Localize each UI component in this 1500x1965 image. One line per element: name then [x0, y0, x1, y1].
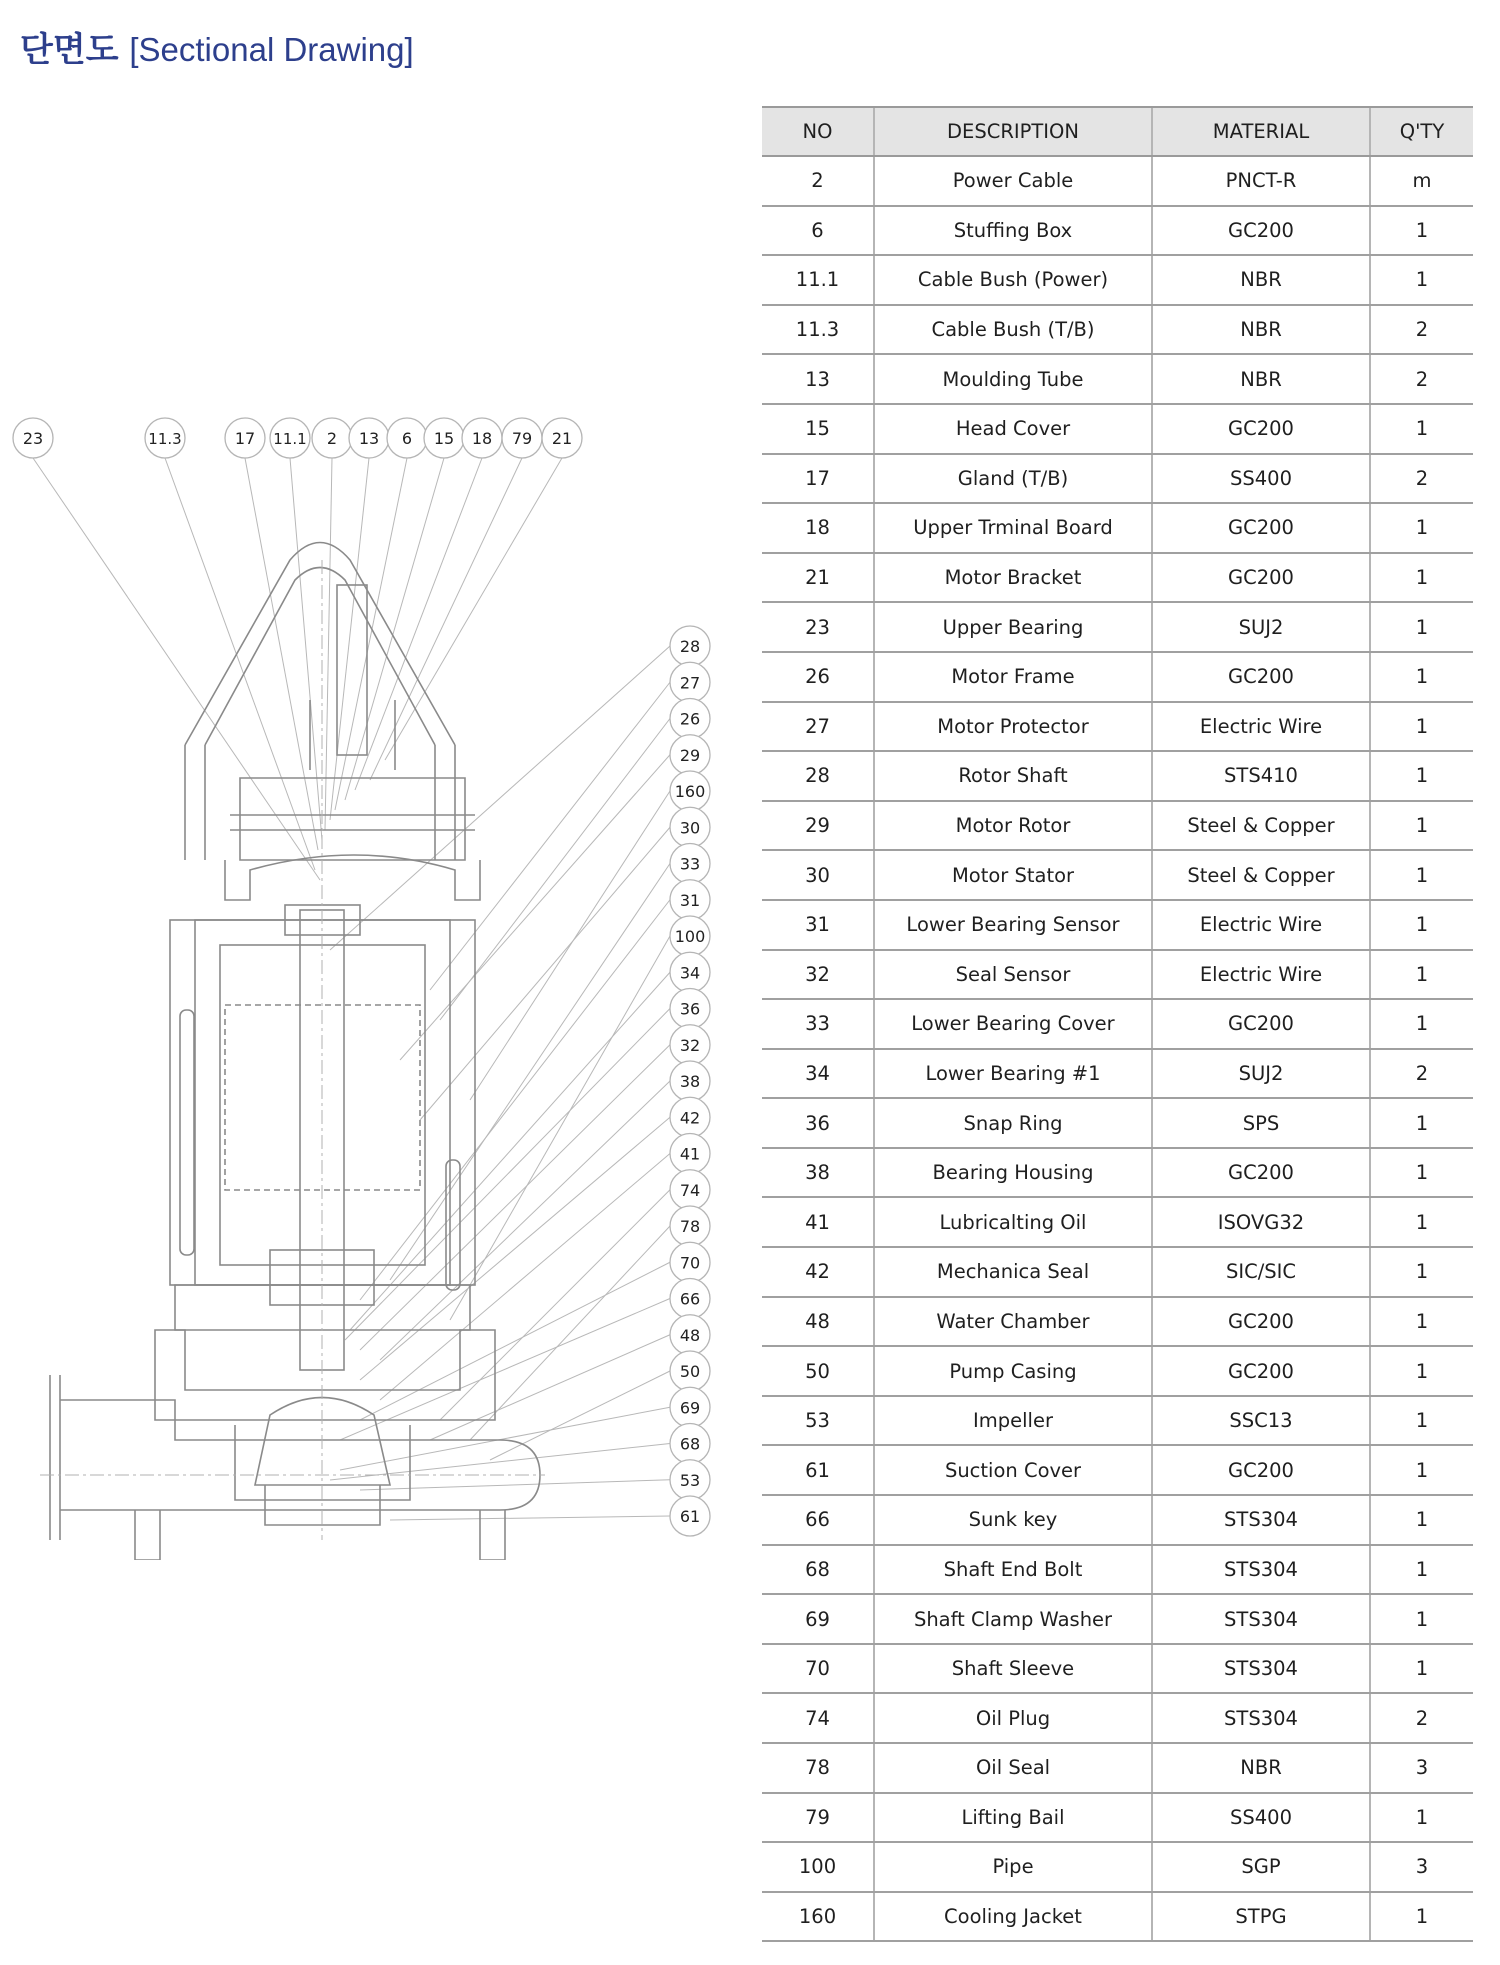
part-material: PNCT-R	[1152, 156, 1370, 206]
leader-line	[385, 458, 562, 760]
part-material: STS304	[1152, 1495, 1370, 1545]
callout-label: 41	[679, 1144, 701, 1164]
callout-label: 27	[679, 673, 701, 693]
callout-label: 36	[679, 999, 701, 1019]
part-description: Lower Bearing #1	[874, 1049, 1152, 1099]
table-row	[762, 652, 1473, 702]
header-qty: Q'TY	[1370, 107, 1473, 156]
part-number: 66	[762, 1495, 874, 1545]
callout-label: 68	[679, 1434, 701, 1454]
leader-line	[245, 458, 318, 850]
part-number: 74	[762, 1693, 874, 1743]
part-quantity: 1	[1370, 900, 1473, 950]
callout-label: 29	[679, 745, 701, 765]
part-quantity: 1	[1370, 1445, 1473, 1495]
part-material: SIC/SIC	[1152, 1247, 1370, 1297]
leader-line	[470, 791, 670, 1100]
leader-line	[340, 1299, 670, 1441]
part-number: 100	[762, 1842, 874, 1892]
part-number: 2	[762, 156, 874, 206]
part-description: Power Cable	[874, 156, 1152, 206]
part-number: 53	[762, 1396, 874, 1446]
table-row	[762, 1148, 1473, 1198]
part-description: Oil Seal	[874, 1743, 1152, 1793]
part-description: Motor Rotor	[874, 801, 1152, 851]
part-description: Rotor Shaft	[874, 751, 1152, 801]
part-material: Electric Wire	[1152, 900, 1370, 950]
part-material: GC200	[1152, 404, 1370, 454]
part-description: Motor Protector	[874, 702, 1152, 752]
table-row	[762, 999, 1473, 1049]
callout-top	[387, 418, 427, 458]
leader-line	[330, 646, 670, 950]
part-number: 13	[762, 354, 874, 404]
leader-lines	[33, 458, 670, 1520]
part-number: 34	[762, 1049, 874, 1099]
leader-line	[33, 458, 320, 880]
part-description: Upper Bearing	[874, 602, 1152, 652]
part-material: NBR	[1152, 305, 1370, 355]
callout-right	[670, 662, 710, 702]
table-row	[762, 850, 1473, 900]
leader-line	[360, 1045, 670, 1350]
part-material: GC200	[1152, 652, 1370, 702]
leader-line	[355, 458, 482, 790]
part-description: Suction Cover	[874, 1445, 1152, 1495]
callout-right	[670, 1460, 710, 1500]
leader-line	[430, 1335, 670, 1440]
part-description: Shaft Sleeve	[874, 1644, 1152, 1694]
callout-right	[670, 880, 710, 920]
callout-top	[502, 418, 542, 458]
parts-table-body	[762, 156, 1473, 1941]
part-description: Moulding Tube	[874, 354, 1152, 404]
part-description: Head Cover	[874, 404, 1152, 454]
callout-top	[462, 418, 502, 458]
part-description: Upper Trminal Board	[874, 503, 1152, 553]
part-quantity: 1	[1370, 255, 1473, 305]
part-material: GC200	[1152, 206, 1370, 256]
part-number: 15	[762, 404, 874, 454]
table-row	[762, 1594, 1473, 1644]
callout-label: 2	[326, 429, 338, 448]
callout-label: 66	[679, 1289, 701, 1309]
table-row	[762, 1743, 1473, 1793]
callout-top	[312, 418, 352, 458]
callout-right	[670, 1315, 710, 1355]
callout-top	[424, 418, 464, 458]
part-description: Stuffing Box	[874, 206, 1152, 256]
part-number: 21	[762, 553, 874, 603]
table-row	[762, 1892, 1473, 1942]
leader-line	[430, 682, 670, 990]
part-number: 11.3	[762, 305, 874, 355]
table-row	[762, 1693, 1473, 1743]
part-material: ISOVG32	[1152, 1197, 1370, 1247]
callout-top	[270, 418, 310, 458]
callout-right	[670, 1134, 710, 1174]
callout-label: 15	[433, 429, 455, 448]
part-number: 38	[762, 1148, 874, 1198]
part-quantity: 1	[1370, 206, 1473, 256]
part-description: Water Chamber	[874, 1297, 1152, 1347]
part-quantity: 1	[1370, 1495, 1473, 1545]
callout-label: 160	[674, 782, 706, 801]
part-material: Electric Wire	[1152, 702, 1370, 752]
part-description: Bearing Housing	[874, 1148, 1152, 1198]
part-description: Impeller	[874, 1396, 1152, 1446]
part-quantity: 1	[1370, 652, 1473, 702]
part-quantity: 1	[1370, 1297, 1473, 1347]
callout-top	[542, 418, 582, 458]
part-description: Gland (T/B)	[874, 454, 1152, 504]
leader-line	[340, 1407, 670, 1470]
part-quantity: 1	[1370, 1892, 1473, 1942]
callout-label: 61	[679, 1507, 701, 1526]
callout-top	[145, 418, 185, 458]
table-row	[762, 1445, 1473, 1495]
callout-label: 30	[679, 818, 701, 838]
callout-top	[225, 418, 265, 458]
part-quantity: 1	[1370, 1396, 1473, 1446]
part-material: NBR	[1152, 354, 1370, 404]
part-quantity: 1	[1370, 1346, 1473, 1396]
callout-label: 32	[679, 1035, 701, 1055]
part-number: 18	[762, 503, 874, 553]
table-row	[762, 305, 1473, 355]
part-quantity: 2	[1370, 305, 1473, 355]
callouts-top	[13, 418, 582, 458]
leader-line	[345, 1009, 670, 1341]
table-row	[762, 1396, 1473, 1446]
part-number: 36	[762, 1098, 874, 1148]
part-quantity: 2	[1370, 1693, 1473, 1743]
callout-label: 13	[358, 429, 380, 448]
header-no: NO	[762, 107, 874, 156]
callout-right	[670, 771, 710, 811]
part-number: 32	[762, 950, 874, 1000]
leader-line	[335, 458, 407, 810]
callout-label: 28	[679, 637, 701, 656]
leader-line	[450, 936, 670, 1320]
part-quantity: 1	[1370, 503, 1473, 553]
callout-label: 23	[22, 429, 44, 448]
callout-label: 48	[679, 1325, 701, 1345]
part-number: 70	[762, 1644, 874, 1694]
part-material: STS304	[1152, 1594, 1370, 1644]
part-material: GC200	[1152, 1148, 1370, 1198]
center-line	[40, 560, 545, 1540]
leader-line	[470, 1226, 670, 1440]
part-material: NBR	[1152, 255, 1370, 305]
part-quantity: 1	[1370, 602, 1473, 652]
part-number: 78	[762, 1743, 874, 1793]
part-number: 29	[762, 801, 874, 851]
part-description: Pipe	[874, 1842, 1152, 1892]
callout-label: 38	[679, 1072, 701, 1091]
part-number: 41	[762, 1197, 874, 1247]
part-description: Lifting Bail	[874, 1793, 1152, 1843]
part-description: Lower Bearing Sensor	[874, 900, 1152, 950]
part-material: Electric Wire	[1152, 950, 1370, 1000]
part-description: Motor Bracket	[874, 553, 1152, 603]
part-quantity: 1	[1370, 801, 1473, 851]
table-row	[762, 602, 1473, 652]
table-row	[762, 1197, 1473, 1247]
callout-right	[670, 1242, 710, 1282]
callouts-right	[670, 626, 710, 1536]
part-description: Pump Casing	[874, 1346, 1152, 1396]
part-material: STS304	[1152, 1644, 1370, 1694]
callout-right	[670, 1170, 710, 1210]
callout-right	[670, 1025, 710, 1065]
leader-line	[360, 1480, 670, 1490]
callout-label: 50	[679, 1362, 701, 1381]
callout-label: 17	[234, 429, 256, 448]
leader-line	[390, 1516, 670, 1520]
part-number: 42	[762, 1247, 874, 1297]
part-quantity: 1	[1370, 1594, 1473, 1644]
pump-outline	[50, 543, 540, 1561]
part-material: GC200	[1152, 503, 1370, 553]
part-quantity: 1	[1370, 1644, 1473, 1694]
part-number: 33	[762, 999, 874, 1049]
table-row	[762, 751, 1473, 801]
callout-right	[670, 1061, 710, 1101]
header-material: MATERIAL	[1152, 107, 1370, 156]
table-row	[762, 1545, 1473, 1595]
part-quantity: 1	[1370, 751, 1473, 801]
callout-right	[670, 699, 710, 739]
part-number: 27	[762, 702, 874, 752]
callout-label: 42	[679, 1108, 701, 1128]
table-row	[762, 354, 1473, 404]
part-material: GC200	[1152, 1445, 1370, 1495]
callout-label: 6	[401, 429, 413, 448]
part-material: GC200	[1152, 1346, 1370, 1396]
part-material: SS400	[1152, 454, 1370, 504]
callout-right	[670, 1206, 710, 1246]
part-quantity: 1	[1370, 850, 1473, 900]
part-number: 28	[762, 751, 874, 801]
leader-line	[360, 900, 670, 1300]
table-row	[762, 1793, 1473, 1843]
part-material: SSC13	[1152, 1396, 1370, 1446]
table-row	[762, 900, 1473, 950]
part-quantity: 1	[1370, 404, 1473, 454]
table-row	[762, 1098, 1473, 1148]
callout-label: 74	[679, 1180, 701, 1200]
part-quantity: 1	[1370, 1793, 1473, 1843]
part-material: GC200	[1152, 999, 1370, 1049]
callout-label: 26	[679, 709, 701, 729]
callout-label: 34	[679, 963, 701, 983]
part-description: Motor Frame	[874, 652, 1152, 702]
page-title	[20, 22, 414, 71]
table-row	[762, 1297, 1473, 1347]
part-material: STS304	[1152, 1693, 1370, 1743]
table-row	[762, 950, 1473, 1000]
leader-line	[325, 458, 332, 830]
part-number: 69	[762, 1594, 874, 1644]
part-description: Cable Bush (Power)	[874, 255, 1152, 305]
callout-label: 31	[679, 890, 701, 910]
part-material: SGP	[1152, 1842, 1370, 1892]
title-english: [Sectional Drawing]	[129, 31, 414, 68]
part-material: STS304	[1152, 1545, 1370, 1595]
table-row	[762, 553, 1473, 603]
table-row	[762, 255, 1473, 305]
leader-line	[380, 1154, 670, 1401]
part-quantity: 3	[1370, 1743, 1473, 1793]
part-number: 61	[762, 1445, 874, 1495]
part-quantity: 1	[1370, 1247, 1473, 1297]
part-description: Sunk key	[874, 1495, 1152, 1545]
part-description: Snap Ring	[874, 1098, 1152, 1148]
part-quantity: 1	[1370, 950, 1473, 1000]
callout-right	[670, 1351, 710, 1391]
leader-line	[400, 755, 670, 1060]
part-number: 6	[762, 206, 874, 256]
part-quantity: 1	[1370, 1545, 1473, 1595]
callout-label: 53	[679, 1470, 701, 1490]
callout-right	[670, 807, 710, 847]
callout-label: 33	[679, 854, 701, 874]
part-number: 48	[762, 1297, 874, 1347]
part-material: SUJ2	[1152, 1049, 1370, 1099]
header-description: DESCRIPTION	[874, 107, 1152, 156]
table-row	[762, 702, 1473, 752]
part-material: STS410	[1152, 751, 1370, 801]
part-number: 23	[762, 602, 874, 652]
table-row	[762, 1644, 1473, 1694]
callout-right	[670, 1097, 710, 1137]
part-description: Lower Bearing Cover	[874, 999, 1152, 1049]
part-quantity: 1	[1370, 1098, 1473, 1148]
part-quantity: 1	[1370, 1197, 1473, 1247]
leader-line	[370, 458, 522, 780]
part-description: Cooling Jacket	[874, 1892, 1152, 1942]
part-number: 79	[762, 1793, 874, 1843]
leader-line	[390, 864, 670, 1281]
callout-right	[670, 1424, 710, 1464]
part-description: Seal Sensor	[874, 950, 1152, 1000]
part-number: 68	[762, 1545, 874, 1595]
callout-right	[670, 1279, 710, 1319]
callout-label: 18	[471, 429, 493, 448]
table-row	[762, 1842, 1473, 1892]
part-number: 30	[762, 850, 874, 900]
part-quantity: 2	[1370, 1049, 1473, 1099]
callout-right	[670, 989, 710, 1029]
callout-label: 78	[679, 1217, 701, 1236]
callout-label: 21	[551, 429, 573, 448]
callout-top	[349, 418, 389, 458]
callout-right	[670, 626, 710, 666]
part-material: STPG	[1152, 1892, 1370, 1942]
leader-line	[330, 458, 369, 820]
leader-line	[290, 458, 322, 840]
part-material: SS400	[1152, 1793, 1370, 1843]
part-material: NBR	[1152, 1743, 1370, 1793]
callout-label: 69	[679, 1398, 701, 1418]
table-header-row	[762, 107, 1473, 156]
part-description: Cable Bush (T/B)	[874, 305, 1152, 355]
part-number: 11.1	[762, 255, 874, 305]
callout-label: 70	[679, 1253, 701, 1273]
table-row	[762, 454, 1473, 504]
table-row	[762, 801, 1473, 851]
part-material: SUJ2	[1152, 602, 1370, 652]
callout-label: 11.3	[148, 430, 182, 448]
callout-right	[670, 952, 710, 992]
part-quantity: 1	[1370, 999, 1473, 1049]
part-material: SPS	[1152, 1098, 1370, 1148]
callout-right	[670, 1387, 710, 1427]
part-description: Motor Stator	[874, 850, 1152, 900]
callout-right	[670, 916, 710, 956]
leader-line	[420, 827, 670, 1120]
callout-label: 100	[674, 927, 706, 946]
part-quantity: 2	[1370, 354, 1473, 404]
part-material: GC200	[1152, 1297, 1370, 1347]
table-row	[762, 1247, 1473, 1297]
part-number: 31	[762, 900, 874, 950]
part-quantity: 1	[1370, 553, 1473, 603]
callout-right	[670, 735, 710, 775]
table-row	[762, 1346, 1473, 1396]
part-material: GC200	[1152, 553, 1370, 603]
table-row	[762, 404, 1473, 454]
table-row	[762, 503, 1473, 553]
part-description: Shaft End Bolt	[874, 1545, 1152, 1595]
part-quantity: m	[1370, 156, 1473, 206]
callout-right	[670, 1496, 710, 1536]
leader-line	[380, 1081, 670, 1360]
part-number: 17	[762, 454, 874, 504]
part-description: Mechanica Seal	[874, 1247, 1152, 1297]
table-row	[762, 206, 1473, 256]
part-material: Steel & Copper	[1152, 850, 1370, 900]
callout-top	[13, 418, 53, 458]
part-number: 26	[762, 652, 874, 702]
parts-table	[762, 106, 1473, 1942]
part-quantity: 1	[1370, 702, 1473, 752]
title-korean: 단면도	[20, 30, 119, 70]
part-quantity: 3	[1370, 1842, 1473, 1892]
table-row	[762, 1049, 1473, 1099]
callout-label: 11.1	[273, 430, 307, 448]
sectional-drawing	[0, 400, 730, 1560]
callout-right	[670, 844, 710, 884]
part-description: Shaft Clamp Washer	[874, 1594, 1152, 1644]
part-material: Steel & Copper	[1152, 801, 1370, 851]
part-number: 50	[762, 1346, 874, 1396]
table-row	[762, 156, 1473, 206]
part-quantity: 2	[1370, 454, 1473, 504]
table-row	[762, 1495, 1473, 1545]
part-quantity: 1	[1370, 1148, 1473, 1198]
part-description: Lubricalting Oil	[874, 1197, 1152, 1247]
leader-line	[350, 972, 670, 1330]
callout-label: 79	[511, 429, 533, 448]
part-description: Oil Plug	[874, 1693, 1152, 1743]
part-number: 160	[762, 1892, 874, 1942]
